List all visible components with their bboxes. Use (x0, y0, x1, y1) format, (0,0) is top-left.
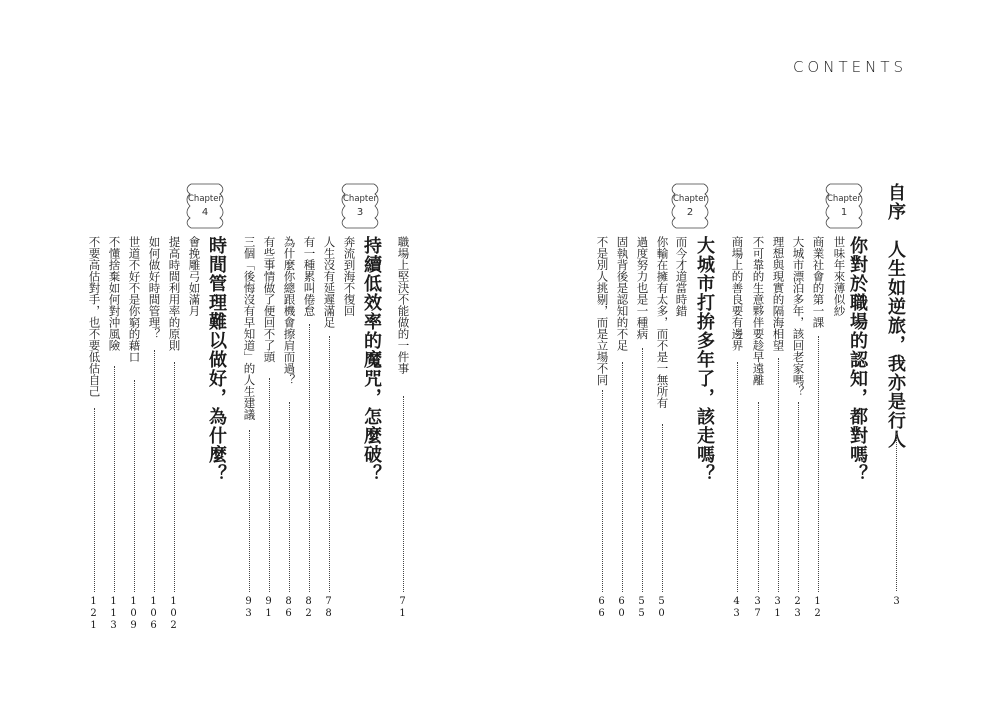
toc-entry: 過度努力也是一種病 (635, 236, 650, 340)
page-number: 66 (596, 596, 607, 620)
dot-leader (602, 390, 603, 592)
page-number: 106 (148, 596, 159, 632)
dot-leader (289, 402, 290, 592)
toc-entry: 固執背後是認知的不足 (615, 236, 630, 351)
toc-entry: 有些事情做了便回不了頭 (262, 236, 277, 363)
page-number: 31 (772, 596, 783, 620)
page-number: 43 (731, 596, 742, 620)
dot-leader (896, 433, 897, 591)
toc-entry: 而今才道當時錯 (674, 236, 689, 317)
dot-leader (778, 358, 779, 592)
page-number: 12 (812, 596, 823, 620)
chapter-badge (185, 183, 225, 229)
dot-leader (269, 378, 270, 592)
chapter-badge (670, 183, 710, 229)
toc-entry: 大城市漂泊多年，該回老家嗎？ (791, 236, 806, 397)
page-number: 93 (243, 596, 254, 620)
dot-leader (798, 402, 799, 592)
chapter-label: Chapter (827, 194, 861, 204)
page-number: 23 (792, 596, 803, 620)
page-number: 86 (283, 596, 294, 620)
chapter-badge (824, 183, 864, 229)
page-number: 82 (303, 596, 314, 620)
chapter-label: Chapter (673, 194, 707, 204)
dot-leader (329, 336, 330, 592)
page-number: 102 (168, 596, 179, 632)
dot-leader (249, 430, 250, 592)
page-number: 91 (263, 596, 274, 620)
toc-entry: 為什麼你總跟機會擦肩而過？ (282, 236, 297, 386)
chapter-badge-frame-icon (185, 183, 225, 229)
page-number: 71 (397, 596, 408, 620)
toc-entry: 不懂捨棄如何對沖風險 (107, 236, 122, 351)
dot-leader (818, 336, 819, 592)
chapter-title: 你對於職場的認知，都對嗎？ (847, 236, 868, 483)
toc-entry: 不要高估對手，也不要低估自己 (87, 236, 102, 397)
page-number: 50 (656, 596, 667, 620)
toc-entry: 如何做好時間管理？ (147, 236, 162, 340)
chapter-title: 持續低效率的魔咒，怎麼破？ (361, 236, 382, 483)
dot-leader (174, 362, 175, 592)
chapter-number: 4 (201, 207, 209, 218)
toc-entry: 奔流到海不復回 (342, 236, 357, 317)
page-number: 3 (891, 596, 902, 608)
dot-leader (662, 424, 663, 592)
page-number: 37 (752, 596, 763, 620)
page-number: 113 (108, 596, 119, 632)
toc-entry: 不是別人挑剔，而是立場不同 (595, 236, 610, 386)
toc-entry: 理想與現實的隔海相望 (771, 236, 786, 351)
page-number: 60 (616, 596, 627, 620)
chapter-badge-frame-icon (824, 183, 864, 229)
chapter-label: Chapter (188, 194, 222, 204)
toc-entry: 會挽雕弓如滿月 (187, 236, 202, 317)
toc-entry: 不可靠的生意夥伴要趁早遠離 (751, 236, 766, 386)
chapter-badge (340, 183, 380, 229)
dot-leader (622, 362, 623, 592)
toc-entry: 商場上的善良要有邊界 (730, 236, 745, 351)
chapter-badge-frame-icon (670, 183, 710, 229)
chapter-label: Chapter (343, 194, 377, 204)
preface-title: 自序 人生如逆旅，我亦是行人 (885, 183, 906, 449)
toc-entry: 世道不好不是你窮的藉口 (127, 236, 142, 363)
page-number: 78 (323, 596, 334, 620)
chapter-title: 時間管理難以做好，為什麼？ (206, 236, 227, 483)
dot-leader (154, 350, 155, 592)
toc-entry: 你輸在擁有太多，而不是一無所有 (655, 236, 670, 409)
dot-leader (114, 366, 115, 592)
page-number: 109 (128, 596, 139, 632)
toc-entry: 商業社會的第一課 (811, 236, 826, 328)
chapter-title: 大城市打拚多年了，該走嗎？ (694, 236, 715, 483)
dot-leader (94, 408, 95, 592)
dot-leader (134, 380, 135, 592)
toc-entry: 三個「後悔沒有早知道」的人生建議 (242, 236, 257, 420)
chapter-badge-frame-icon (340, 183, 380, 229)
chapter-number: 1 (840, 207, 848, 218)
chapter-number: 2 (686, 207, 694, 218)
page-number: 121 (88, 596, 99, 632)
dot-leader (403, 396, 404, 592)
dot-leader (737, 362, 738, 592)
page-number: 55 (636, 596, 647, 620)
dot-leader (642, 348, 643, 592)
toc-entry: 職場上堅決不能做的一件事 (396, 236, 411, 374)
chapter-number: 3 (356, 207, 364, 218)
toc-entry: 世味年來薄似紗 (832, 236, 847, 317)
toc-entry: 人生沒有延遲滿足 (322, 236, 337, 328)
dot-leader (758, 402, 759, 592)
toc-entry: 有一種累叫倦怠 (302, 236, 317, 317)
toc-entry: 提高時間利用率的原則 (167, 236, 182, 351)
dot-leader (309, 324, 310, 592)
contents-heading: CONTENTS (792, 58, 907, 76)
